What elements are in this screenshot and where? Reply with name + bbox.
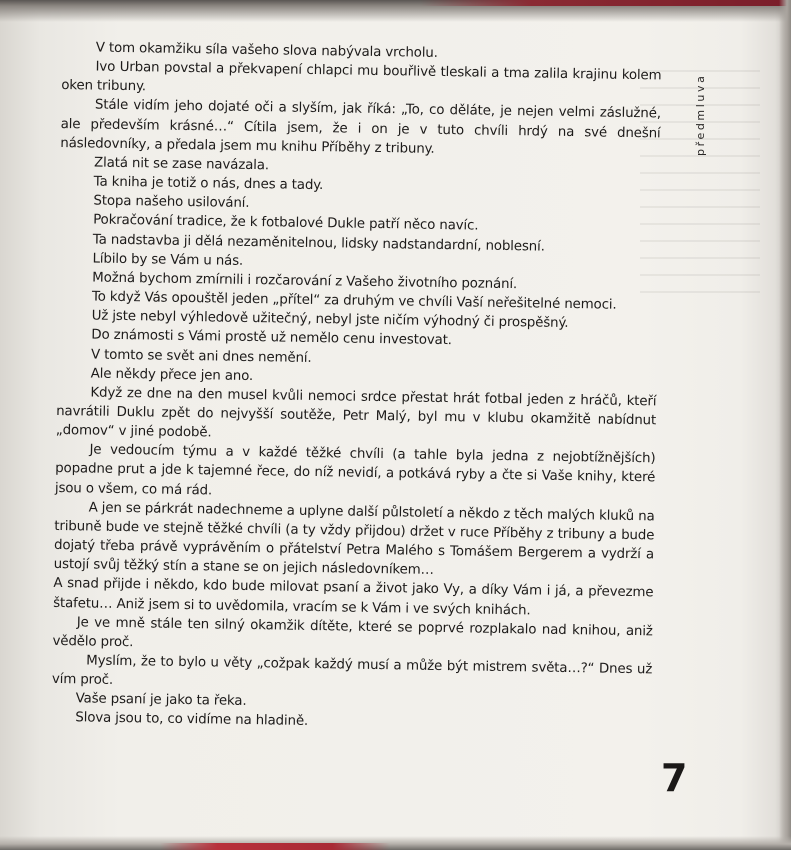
cover-edge-top <box>420 0 791 6</box>
paragraph: V tom okamžiku síla vašeho slova nabývala vrcholu. <box>95 40 438 61</box>
body-text <box>51 38 662 737</box>
page-edge-bottom <box>0 836 791 850</box>
paragraph: Líbilo by se Vám u nás. <box>92 251 244 269</box>
paragraph: Vaše psaní je jako ta řeka. <box>75 691 247 710</box>
paragraph: A snad přijde i někdo, kdo bude milovat psaní a život jako Vy, a díky Vám i já, a převezme štafetu… Aniž jsem si to uvědomila, vracím se k Vám i ve svých knihách. <box>53 576 654 618</box>
paragraph: Myslím, že to bylo u věty „cožpak každý musí a může být mistrem světa…?“ Dnes už vím proč. <box>51 653 653 689</box>
paragraph: Stopa našeho usilování. <box>93 193 250 212</box>
paragraph: Už jste nebyl výhledově užitečný, nebyl jste ničím výhodný či prospěšný. <box>91 308 569 332</box>
cover-edge-bottom <box>160 843 390 850</box>
page-edge-right <box>779 0 791 850</box>
paragraph: Ta nadstavba ji dělá nezaměnitelnou, lidsky nadstandardní, noblesní. <box>92 232 545 255</box>
paragraph: Když ze dne na den musel kvůli nemoci srdce přestat hrát fotbal jeden z hráčů, kteří navrátili Duklu zpět do nejvyšší soutěže, Petr Malý, byl mu v klubu okamžitě nabídnut „domov“ v jiné podobě. <box>55 385 657 441</box>
paragraph: To když Vás opouštěl jeden „přítel“ za druhým ve chvíli Vaší neřešitelné nemoci. <box>91 289 617 313</box>
paragraph: V tomto se svět ani dnes nemění. <box>90 346 312 366</box>
paragraph: Slova jsou to, co vidíme na hladině. <box>75 710 309 730</box>
paragraph: Ivo Urban povstal a překvapení chlapci mu bouřlivě tleskali a tma zalila krajinu kolem oken tribuny. <box>61 59 662 95</box>
running-title: předmluva <box>694 73 707 156</box>
paragraph: Pokračování tradice, že k fotbalové Dukle patří něco navíc. <box>93 212 479 234</box>
paragraph: Zlatá nit se zase navázala. <box>93 155 270 174</box>
paragraph: Je vedoucím týmu a v každé těžké chvíli (a tahle byla jedna z nejobtížnějších) popadne prut a jde k tajemné řece, do níž nevidí, a potkává ryby a čte si Vaše knihy, které jsou o všem, co má rád. <box>54 442 656 499</box>
paragraph: Možná bychom zmírnili i rozčarování z Vašeho životního poznání. <box>92 270 518 293</box>
paragraph: Je ve mně stále ten silný okamžik dítěte, které se poprvé rozplakalo nad knihou, aniž vědělo proč. <box>52 614 653 651</box>
page-number: 7 <box>661 756 688 800</box>
paragraph: Ale někdy přece jen ano. <box>90 366 254 384</box>
paragraph: Ta kniha je totiž o nás, dnes a tady. <box>93 174 324 194</box>
paragraph: A jen se párkrát nadechneme a uplyne další půlstoletí a někdo z těch malých kluků na tribuně bude ve stejně těžké chvíli (a ty vždy přijdou) držet v ruce Příběhy z tribuny a bude dojatý třeba právě vyprávěním o přátelství Petra Malého s Tomášem Bergerem a vydrží a ustojí svůj těžký stín a stane se on jejich následovníkem… <box>53 500 655 579</box>
paragraph: Do známosti s Vámi prostě už nemělo cenu investovat. <box>91 327 452 349</box>
paragraph: Stále vidím jeho dojaté oči a slyším, jak říká: „To, co děláte, je nejen velmi záslužné, ale především krásné…“ Cítila jsem, že i on je v tuto chvíli hrdý na své dnešní následovníky, a předala jsem mu knihu Příběhy z tribuny. <box>60 97 661 157</box>
